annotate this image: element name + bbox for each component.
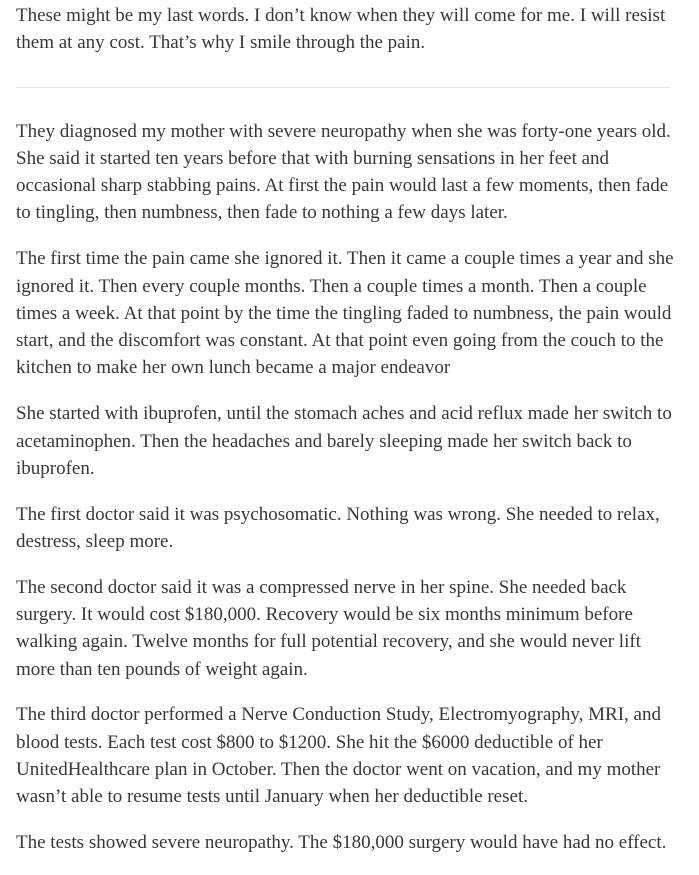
paragraph-second-doctor: The second doctor said it was a compressed nerve in her spine. She needed back surgery. It would cost $180,000. Recovery would be six months minimum before walking again. Twelve months for full potential recovery, and she would never lift more than ten pounds of weight again. bbox=[16, 576, 641, 680]
paragraph-medication: She started with ibuprofen, until the stomach aches and acid reflux made her switch to acetaminophen. Then the headaches and barely sleeping made her switch back to ibuprofen. bbox=[16, 403, 672, 479]
paragraph-first-doctor: The first doctor said it was psychosomatic. Nothing was wrong. She needed to relax, destress, sleep more. bbox=[16, 503, 660, 552]
article-body bbox=[16, 2, 684, 875]
paragraph-pain-progression: The first time the pain came she ignored it. Then it came a couple times a year and she ignored it. Then every couple months. Then a couple times a month. Then a couple times a week. At that point by the time the tingling faded to numbness, the pain would start, and the discomfort was constant. At that point even going from the couch to the kitchen to make her own lunch became a major endeavor bbox=[16, 248, 674, 379]
paragraph-third-doctor: The third doctor performed a Nerve Conduction Study, Electromyography, MRI, and blood tests. Each test cost $800 to $1200. She hit the $6000 deductible of her UnitedHealthcare plan in October. Then the doctor went on vacation, and my mother wasn’t able to resume tests until January when her deductible reset. bbox=[16, 704, 661, 808]
intro-paragraph: These might be my last words. I don’t know when they will come for me. I will resist them at any cost. That’s why I smile through the pain. bbox=[16, 5, 666, 54]
paragraph-test-results: The tests showed severe neuropathy. The $180,000 surgery would have had no effect. bbox=[16, 832, 667, 854]
paragraph-diagnosis: They diagnosed my mother with severe neuropathy when she was forty-one years old. She said it started ten years before that with burning sensations in her feet and occasional sharp stabbing pains. At first the pain would last a few moments, then fade to tingling, then numbness, then fade to nothing a few days later. bbox=[16, 120, 671, 224]
section-divider bbox=[16, 87, 670, 88]
